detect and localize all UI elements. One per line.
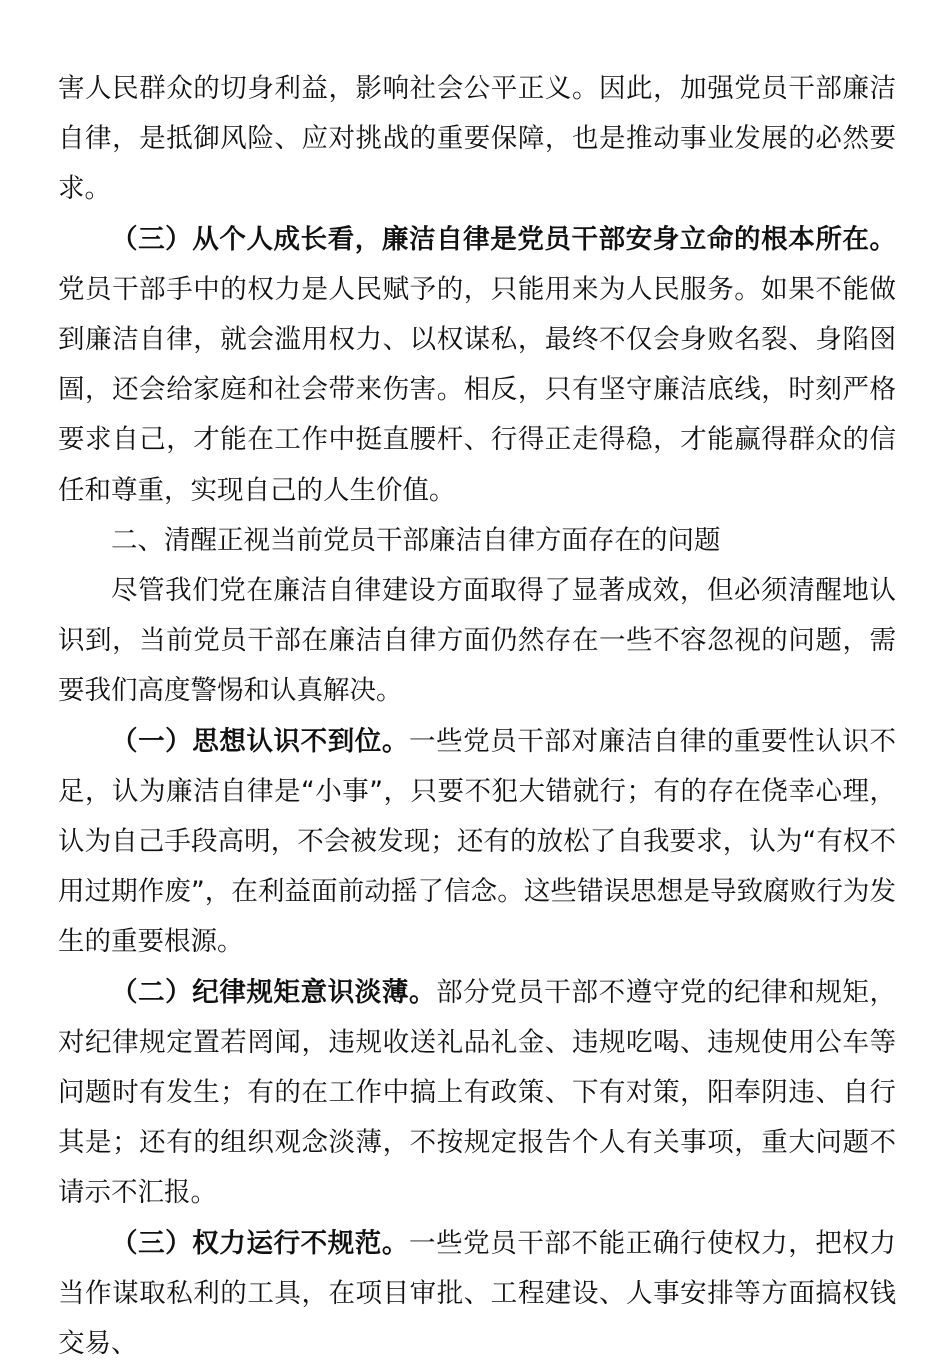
paragraph-personal-growth — [58, 215, 896, 516]
paragraph-text: 一些党员干部不能正确行使权力，把权力当作谋取私利的工具，在项目审批、工程建设、人事安排等方面搞权钱交易、 — [58, 1227, 897, 1360]
section-heading-text: 二、清醒正视当前党员干部廉洁自律方面存在的问题 — [111, 524, 721, 556]
paragraph-text: 害人民群众的切身利益，影响社会公平正义。因此，加强党员干部廉洁自律，是抵御风险、应对挑战的重要保障，也是推动事业发展的必然要求。 — [58, 73, 896, 205]
paragraph-text: 尽管我们党在廉洁自律建设方面取得了显著成效，但必须清醒地认识到，当前党员干部在廉洁自律方面仍然存在一些不容忽视的问题，需要我们高度警惕和认真解决。 — [58, 575, 896, 707]
paragraph-lead: （二）纪律规矩意识淡薄。 — [111, 976, 437, 1008]
document-page — [58, 64, 896, 1369]
paragraph-intro — [58, 566, 896, 717]
paragraph-text: 党员干部手中的权力是人民赋予的，只能用来为人民服务。如果不能做到廉洁自律，就会滥用权力、以权谋私，最终不仅会身败名裂、身陷囹圄，还会给家庭和社会带来伤害。相反，只有坚守廉洁底线，时刻严格要求自己，才能在工作中挺直腰杆、行得正走得稳，才能赢得群众的信任和尊重，实现自己的人生价值。 — [58, 273, 896, 506]
paragraph-discipline — [58, 968, 896, 1219]
paragraph-lead: （三）从个人成长看，廉洁自律是党员干部安身立命的根本所在。 — [111, 223, 896, 255]
paragraph-continuation — [58, 64, 896, 215]
paragraph-lead: （一）思想认识不到位。 — [111, 725, 409, 757]
section-heading-2 — [58, 516, 896, 566]
paragraph-text: 部分党员干部不遵守党的纪律和规矩，对纪律规定置若罔闻，违规收送礼品礼金、违规吃喝、违规使用公车等问题时有发生；有的在工作中搞上有政策、下有对策，阳奉阴违、自行其是；还有的组织观念淡薄，不按规定报告个人有关事项，重大问题不请示不汇报。 — [58, 976, 897, 1209]
paragraph-text: 一些党员干部对廉洁自律的重要性认识不足，认为廉洁自律是“小事”，只要不犯大错就行；有的存在侥幸心理，认为自己手段高明，不会被发现；还有的放松了自我要求，认为“有权不用过期作废”，在利益面前动摇了信念。这些错误思想是导致腐败行为发生的重要根源。 — [58, 725, 897, 958]
paragraph-power — [58, 1219, 896, 1369]
paragraph-ideology — [58, 717, 896, 968]
paragraph-lead: （三）权力运行不规范。 — [111, 1227, 409, 1259]
